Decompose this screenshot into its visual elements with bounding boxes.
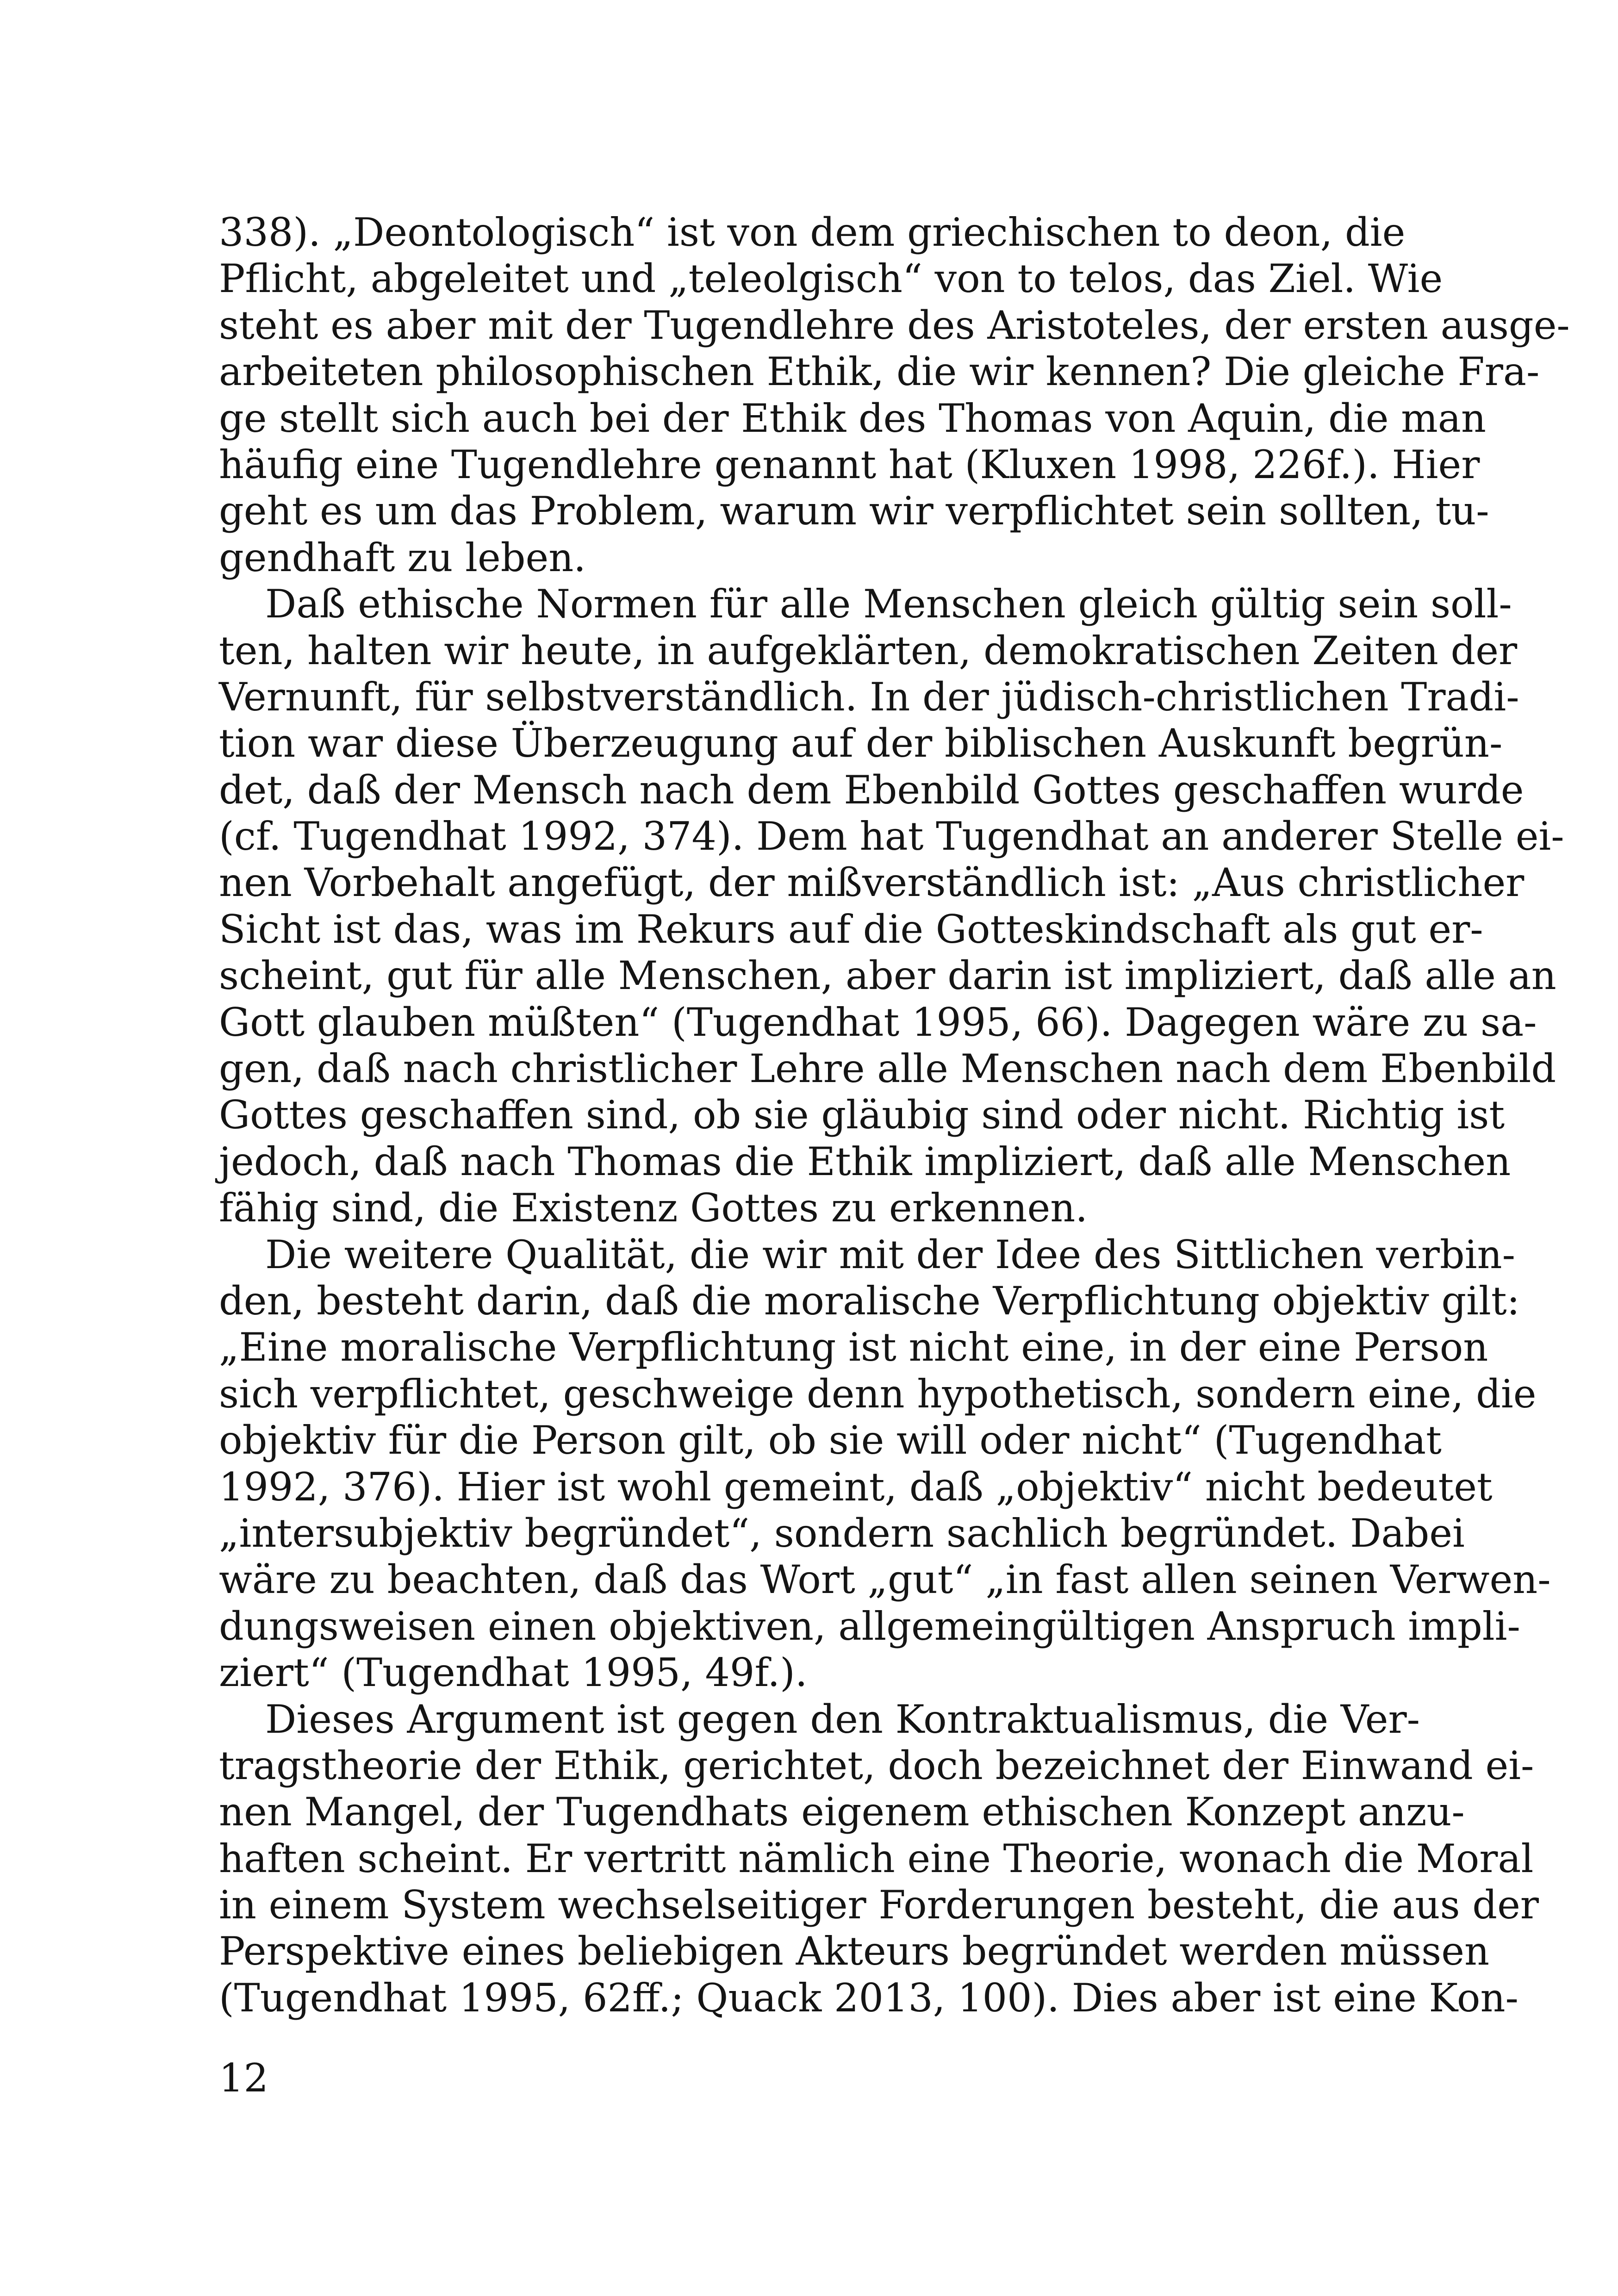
text-line: fähig sind, die Existenz Gottes zu erkennen.: [219, 1185, 1088, 1231]
text-line: wäre zu beachten, daß das Wort „gut“ „in fast allen seinen Verwen-: [219, 1557, 1551, 1603]
text-line: nen Mangel, der Tugendhats eigenem ethischen Konzept anzu-: [219, 1789, 1465, 1835]
text-line: objektiv für die Person gilt, ob sie will oder nicht“ (Tugendhat: [219, 1418, 1442, 1463]
text-line: arbeiteten philosophischen Ethik, die wir kennen? Die gleiche Fra-: [219, 349, 1540, 395]
text-line: Sicht ist das, was im Rekurs auf die Gotteskindschaft als gut er-: [219, 906, 1483, 952]
page-number: 12: [219, 2055, 268, 2101]
text-line: ziert“ (Tugendhat 1995, 49f.).: [219, 1650, 808, 1696]
text-line: haften scheint. Er vertritt nämlich eine Theorie, wonach die Moral: [219, 1836, 1534, 1881]
text-line: (Tugendhat 1995, 62ff.; Quack 2013, 100). Dies aber ist eine Kon-: [219, 1975, 1518, 2021]
text-line: Vernunft, für selbstverständlich. In der jüdisch-christlichen Tradi-: [219, 674, 1519, 720]
text-line: nen Vorbehalt angefügt, der mißverständlich ist: „Aus christlicher: [219, 860, 1525, 906]
text-line: Die weitere Qualität, die wir mit der Idee des Sittlichen verbin-: [265, 1232, 1516, 1277]
body-text: [219, 209, 1570, 2021]
text-line: den, besteht darin, daß die moralische Verpflichtung objektiv gilt:: [219, 1278, 1520, 1324]
text-line: Gott glauben müßten“ (Tugendhat 1995, 66). Dagegen wäre zu sa-: [219, 999, 1537, 1045]
text-line: tion war diese Überzeugung auf der biblischen Auskunft begrün-: [219, 721, 1503, 766]
text-line: 1992, 376). Hier ist wohl gemeint, daß „objektiv“ nicht bedeutet: [219, 1464, 1493, 1510]
text-line: gendhaft zu leben.: [219, 535, 586, 580]
text-line: Perspektive eines beliebigen Akteurs begründet werden müssen: [219, 1929, 1490, 1974]
text-line: Dieses Argument ist gegen den Kontraktualismus, die Ver-: [265, 1696, 1420, 1742]
text-line: in einem System wechselseitiger Forderungen besteht, die aus der: [219, 1882, 1539, 1928]
text-line: scheint, gut für alle Menschen, aber darin ist impliziert, daß alle an: [219, 953, 1556, 999]
text-line: jedoch, daß nach Thomas die Ethik impliziert, daß alle Menschen: [219, 1139, 1511, 1184]
text-line: det, daß der Mensch nach dem Ebenbild Gottes geschaffen wurde: [219, 767, 1524, 813]
text-line: ge stellt sich auch bei der Ethik des Thomas von Aquin, die man: [219, 395, 1486, 441]
text-line: dungsweisen einen objektiven, allgemeingültigen Anspruch impli-: [219, 1603, 1520, 1649]
text-line: Pflicht, abgeleitet und „teleolgisch“ von to telos, das Ziel. Wie: [219, 256, 1443, 302]
text-line: sich verpflichtet, geschweige denn hypothetisch, sondern eine, die: [219, 1371, 1537, 1417]
text-line: Gottes geschaffen sind, ob sie gläubig sind oder nicht. Richtig ist: [219, 1092, 1505, 1138]
text-line: ten, halten wir heute, in aufgeklärten, demokratischen Zeiten der: [219, 628, 1518, 673]
text-line: gen, daß nach christlicher Lehre alle Menschen nach dem Ebenbild: [219, 1046, 1556, 1092]
text-line: häufig eine Tugendlehre genannt hat (Kluxen 1998, 226f.). Hier: [219, 442, 1480, 487]
text-line: tragstheorie der Ethik, gerichtet, doch bezeichnet der Einwand ei-: [219, 1742, 1534, 1788]
text-line: „Eine moralische Verpflichtung ist nicht eine, in der eine Person: [219, 1325, 1488, 1370]
text-line: geht es um das Problem, warum wir verpflichtet sein sollten, tu-: [219, 488, 1489, 534]
text-line: 338). „Deontologisch“ ist von dem griechischen to deon, die: [219, 210, 1406, 255]
text-line: steht es aber mit der Tugendlehre des Aristoteles, der ersten ausge-: [219, 302, 1570, 348]
text-line: Daß ethische Normen für alle Menschen gleich gültig sein soll-: [265, 581, 1512, 627]
text-line: (cf. Tugendhat 1992, 374). Dem hat Tugendhat an anderer Stelle ei-: [219, 814, 1564, 859]
text-line: „intersubjektiv begründet“, sondern sachlich begründet. Dabei: [219, 1510, 1465, 1556]
